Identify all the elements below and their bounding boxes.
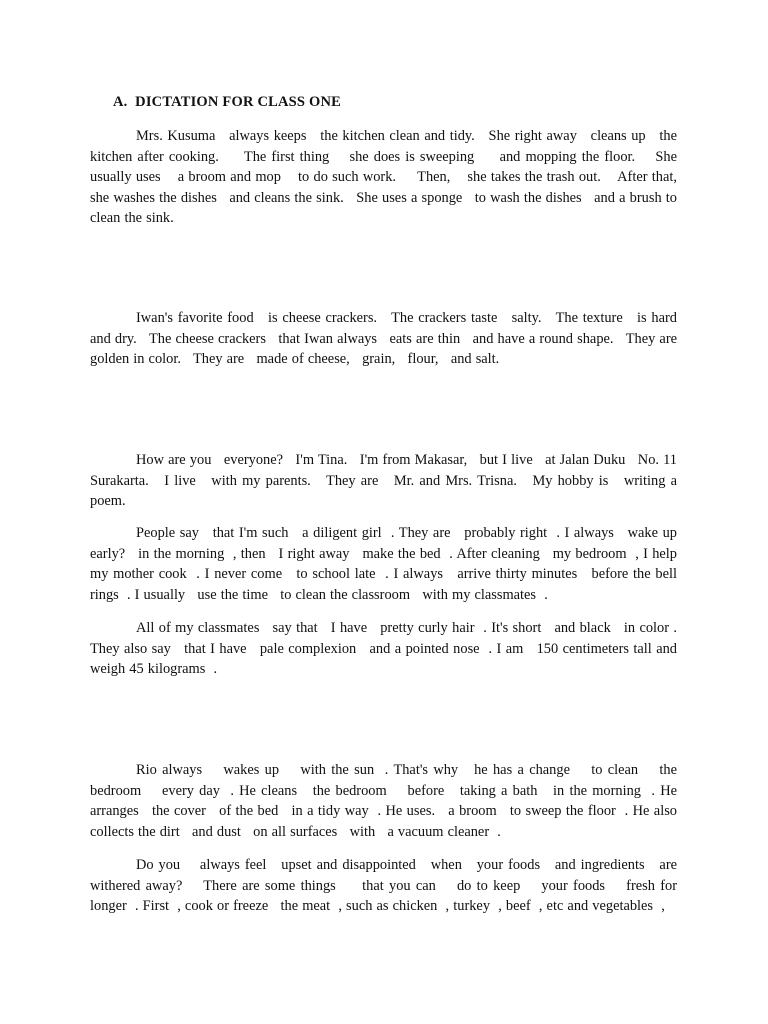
paragraph-introduction-tina: How are you everyone? I'm Tina. I'm from Makasar, but I live at Jalan Duku No. 11 Surakarta. I live with my parents. They are Mr. and Mrs. Trisna. My hobby is writing a poem. bbox=[90, 452, 682, 510]
section-heading: A. DICTATION FOR CLASS ONE bbox=[113, 94, 342, 110]
paragraph-cheese-crackers: Iwan's favorite food is cheese crackers. The crackers taste salty. The texture is hard and dry. The cheese crackers that Iwan always eats are thin and have a round shape. They are golden in color. They are made of cheese, grain, flour, and salt. bbox=[90, 310, 690, 368]
paragraph-rio-cleaning: Rio always wakes up with the sun . That's why he has a change to clean the bedroom every day . He cleans the bedroom before taking a bath in the morning . He arranges the cover of the bed in a tidy way . He uses. a broom to sweep the floor . He also collects the dirt and dust on all surfaces with a vacuum cleaner . bbox=[90, 762, 682, 840]
paragraph-food-freshness: Do you always feel upset and disappointed when your foods and ingredients are withered away? There are some things that you can do to keep your foods fresh for longer . First , cook or freeze the meat , such as chicken , turkey , beef , etc and vegetables , bbox=[90, 857, 682, 915]
paragraph-diligent-girl: People say that I'm such a diligent girl . They are probably right . I always wake up early? in the morning , then I right away make the bed . After cleaning my bedroom , I help my mother cook . I never come to school late . I always arrive thirty minutes before the bell rings . I usually use the time to clean the classroom with my classmates . bbox=[90, 525, 690, 603]
paragraph-kitchen-cleaning: Mrs. Kusuma always keeps the kitchen clean and tidy. She right away cleans up the kitchen after cooking. The first thing she does is sweeping and mopping the floor. She usually uses a broom and mop to do such work. Then, she takes the trash out. After that, she washes the dishes and cleans the sink. She uses a sponge to wash the dishes and a brush to clean the sink. bbox=[90, 128, 682, 227]
paragraph-appearance: All of my classmates say that I have pretty curly hair . It's short and black in color . They also say that I have pale complexion and a pointed nose . I am 150 centimeters tall and weigh 45 kilograms . bbox=[90, 620, 682, 678]
